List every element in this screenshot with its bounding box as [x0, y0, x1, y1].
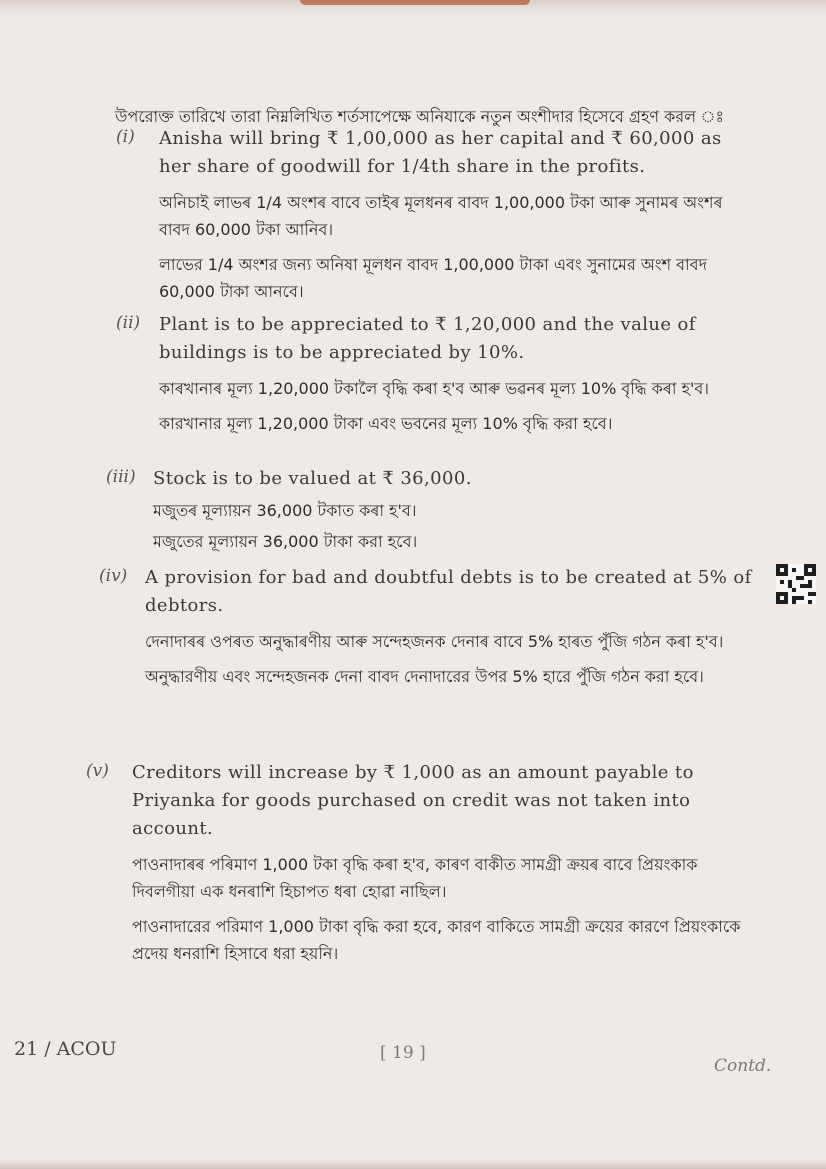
condition-item-2 [116, 311, 749, 437]
intro-text: উপরোক্ত তারিখে তারা নিম্নলিখিত শর্তসাপেক্ষে অনিযাকে নতুন অংশীদার হিসেবে গ্রহণ করল ঃ [115, 107, 725, 126]
page-number: [ 19 ] [380, 1043, 426, 1063]
page-top-stain [300, 0, 530, 5]
item-assamese-text: দেনাদাৰৰ ওপৰত অনুদ্ধাৰণীয় আৰু সন্দেহজনক দেনাৰ বাবে 5% হাৰত পুঁজি গঠন কৰা হ'ব। [145, 632, 724, 651]
item-assamese-text: মজুতৰ মূল্যায়ন 36,000 টকাত কৰা হ'ব। [153, 501, 417, 520]
item-assamese-text: অনিচাই লাভৰ 1/4 অংশৰ বাবে তাইৰ মূলধনৰ বাবদ 1,00,000 টকা আৰু সুনামৰ অংশৰ বাবদ 60,000 টকা আনিব। [159, 193, 723, 239]
continued-label: Contd. [714, 1056, 772, 1076]
item-number: (iv) [99, 566, 128, 586]
item-english-text: A provision for bad and doubtful debts is to be created at 5% of debtors. [145, 567, 752, 616]
item-number: (ii) [116, 313, 141, 333]
item-bengali-text: মজুতের মূল্যায়ন 36,000 টাকা করা হবে। [153, 532, 418, 551]
item-bengali-text: লাভের 1/4 অংশর জন্য অনিষা মূলধন বাবদ 1,00,000 টাকা এবং সুনামের অংশ বাবদ 60,000 টাকা আনবে। [159, 255, 707, 301]
page-bottom-edge [0, 1159, 826, 1169]
item-bengali-text: কারখানার মূল্য 1,20,000 টাকা এবং ভবনের মূল্য 10% বৃদ্ধি করা হবে। [159, 414, 613, 433]
condition-item-1 [116, 125, 739, 305]
item-bengali-text: পাওনাদারের পরিমাণ 1,000 টাকা বৃদ্ধি করা হবে, কারণ বাকিতে সামগ্রী ক্রয়ের কারণে প্রিয়ংকাকে প্রদেয় ধনরাশি হিসাবে ধরা হয়নি। [132, 917, 741, 963]
item-number: (i) [116, 127, 135, 147]
condition-item-5 [86, 759, 762, 967]
item-english-text: Creditors will increase by ₹ 1,000 as an amount payable to Priyanka for goods purchased on credit was not taken into account. [132, 762, 694, 839]
qr-code-icon [776, 564, 816, 604]
item-english-text: Anisha will bring ₹ 1,00,000 as her capital and ₹ 60,000 as her share of goodwill for 1/4th share in the profits. [159, 128, 722, 177]
item-english-text: Plant is to be appreciated to ₹ 1,20,000 and the value of buildings is to be appreciated by 10%. [159, 314, 696, 363]
condition-item-4 [99, 564, 755, 690]
condition-item-3 [106, 465, 753, 555]
item-bengali-text: অনুদ্ধারণীয় এবং সন্দেহজনক দেনা বাবদ দেনাদারের উপর 5% হারে পুঁজি গঠন করা হবে। [145, 667, 704, 686]
item-number: (v) [86, 761, 109, 781]
item-number: (iii) [106, 467, 136, 487]
item-assamese-text: কাৰখানাৰ মূল্য 1,20,000 টকালৈ বৃদ্ধি কৰা হ'ব আৰু ভৱনৰ মূল্য 10% বৃদ্ধি কৰা হ'ব। [159, 379, 710, 398]
item-assamese-text: পাওনাদাৰৰ পৰিমাণ 1,000 টকা বৃদ্ধি কৰা হ'ব, কাৰণ বাকীত সামগ্ৰী ক্ৰয়ৰ বাবে প্ৰিয়ংকাক দিবলগীয়া এক ধনৰাশি হিচাপত ধৰা হোৱা নাছিল। [132, 855, 698, 901]
paper-code: 21 / ACOU [14, 1038, 117, 1060]
item-english-text: Stock is to be valued at ₹ 36,000. [153, 468, 472, 489]
